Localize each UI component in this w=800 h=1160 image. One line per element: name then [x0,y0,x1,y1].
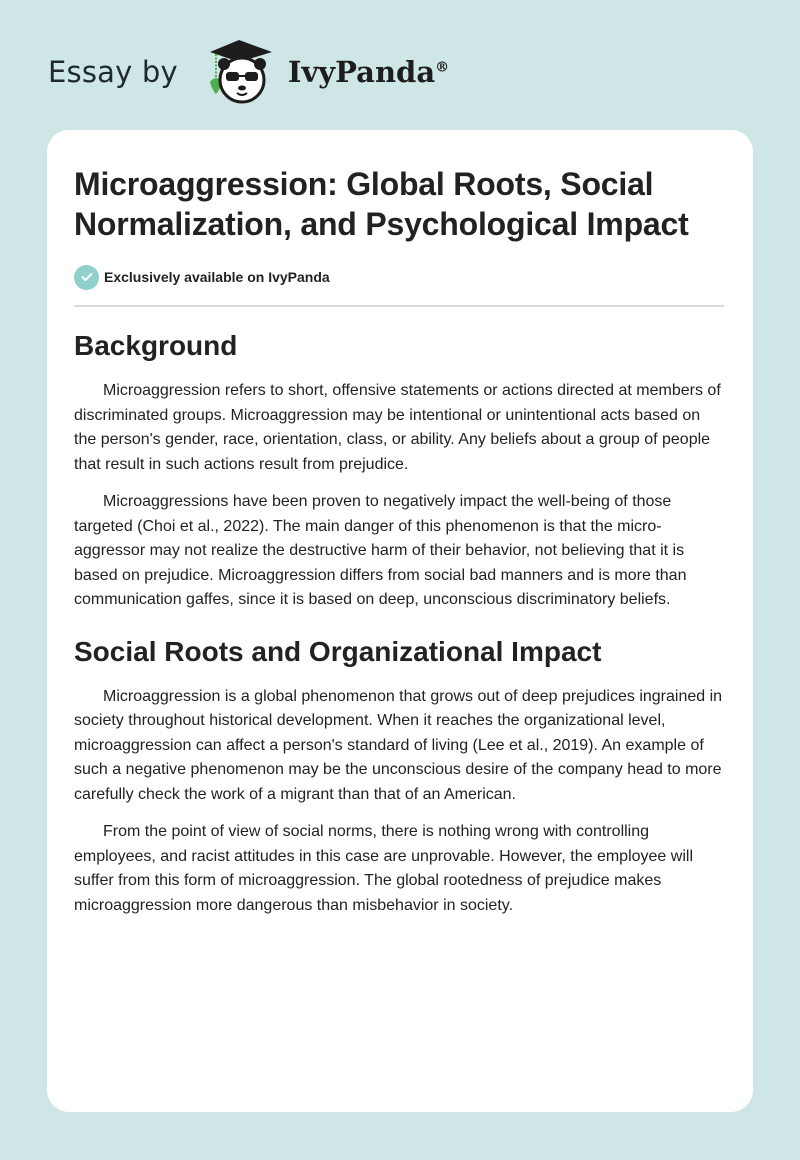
ivypanda-logo-icon[interactable] [196,36,282,108]
brand-header [48,36,449,108]
essay-by-label: Essay by [48,55,178,89]
section-heading: Social Roots and Organizational Impact [74,635,602,667]
paragraph: Microaggression is a global phenomenon that grows out of deep prejudices ingrained in society throughout historical development. When it reaches the organizational level, microaggression can affect a person's standard of living (Lee et al., 2019). An example of such a negative phenomenon may be the unconscious desire of the company head to more carefully check the work of a migrant than that of an American. [74,687,723,803]
essay-card [47,130,753,1112]
check-circle-icon [74,265,99,290]
brand-name: IvyPanda® [287,55,450,89]
essay-content [74,164,724,931]
section-background [74,329,724,613]
paragraph: From the point of view of social norms, there is nothing wrong with controlling employees, and racist attitudes in this case are unprovable. However, the employee will suffer from this form of microaggression. The global rootedness of prejudice makes microaggression more dangerous than misbehavior in society. [74,823,693,914]
exclusive-badge [74,264,724,290]
paragraph: Microaggression refers to short, offensive statements or actions directed at members of discriminated groups. Microaggression may be intentional or unintentional acts based on the person's gender, race, orientation, class, or ability. Any beliefs about a group of people that result in such actions result from prejudice. [74,382,721,473]
section-social-roots [74,635,724,919]
exclusive-label: Exclusively available on IvyPanda [104,269,330,285]
title-divider [74,305,724,307]
essay-title: Microaggression: Global Roots, Social Normalization, and Psychological Impact [74,166,689,242]
section-heading: Background [74,330,238,361]
paragraph: Microaggressions have been proven to negatively impact the well-being of those targeted (Choi et al., 2022). The main danger of this phenomenon is that the micro-aggressor may not realize the destructive harm of their behavior, not believing that it is based on prejudice. Microaggression differs from social bad manners and is more than communication gaffes, since it is based on deep, unconscious discriminatory beliefs. [74,493,687,608]
